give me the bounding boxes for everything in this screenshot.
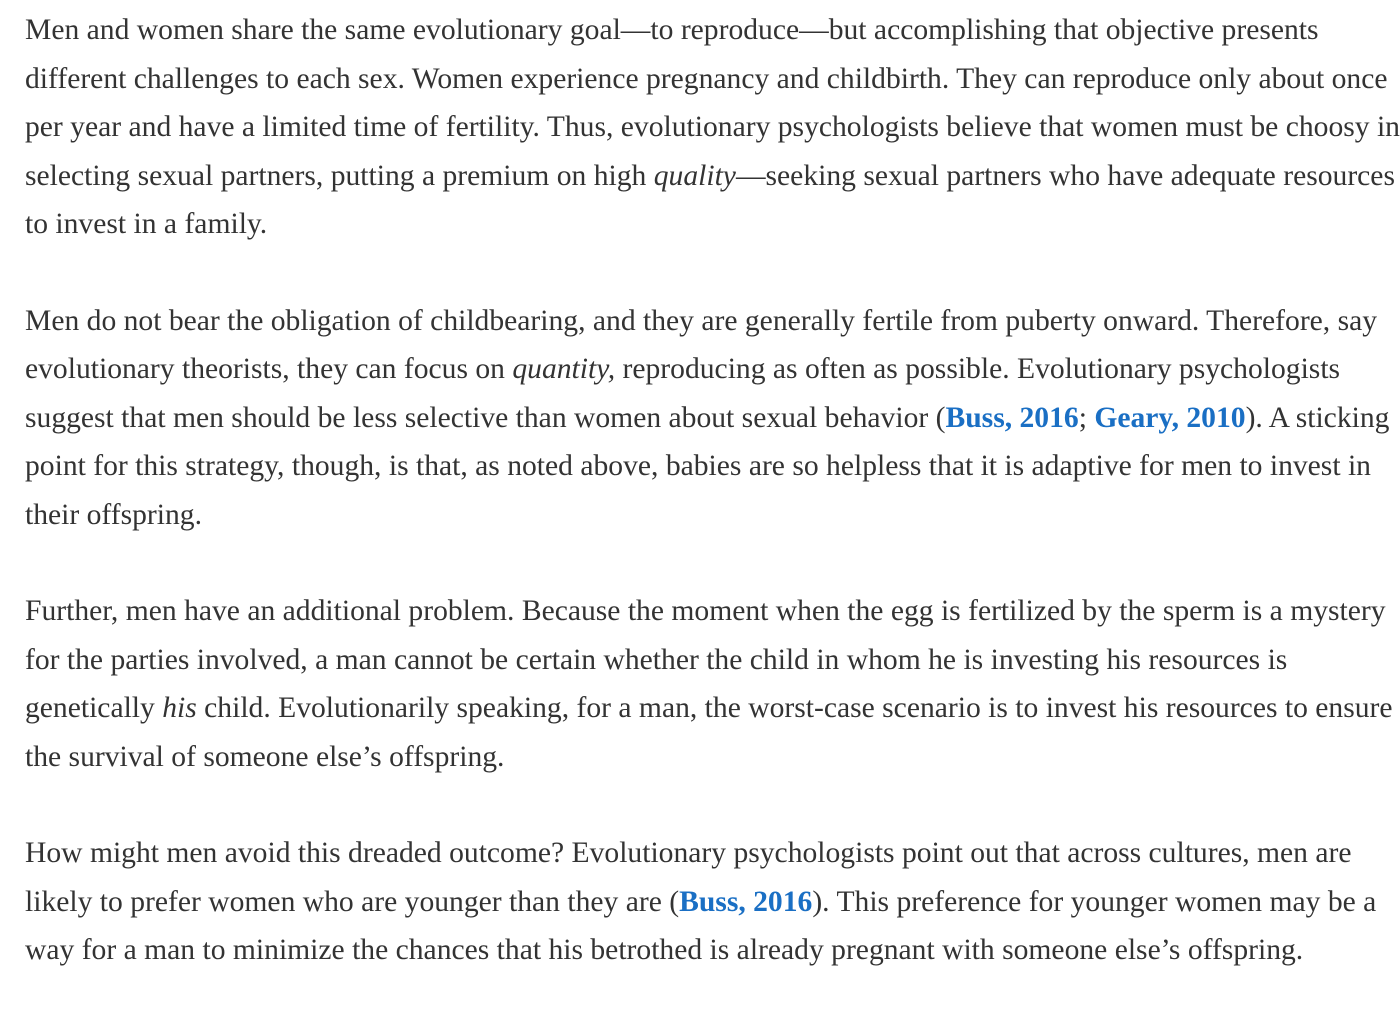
article-body xyxy=(25,6,1400,1023)
paragraph-text: —seeking sexual partners who have adequate resources to invest in a family. xyxy=(25,159,1395,240)
paragraph-1 xyxy=(25,6,1400,249)
emphasis-quantity: quantity, xyxy=(512,353,616,385)
paragraph-text: Further, men have an additional problem. Because the moment when the egg is fertilized by the sperm is a mystery for the parties involved, a man cannot be certain whether the child in whom he is investing his resources is genetically xyxy=(25,595,1386,724)
paragraph-text: How might men avoid this dreaded outcome? Evolutionary psychologists point out that across cultures, men are likely to prefer women who are younger than they are ( xyxy=(25,837,1352,918)
paragraph-3 xyxy=(25,587,1400,781)
emphasis-quality: quality xyxy=(653,159,736,192)
paragraph-text: ). This preference for younger women may be a way for a man to minimize the chances that his betrothed is already pregnant with someone else’s offspring. xyxy=(25,885,1377,966)
citation-geary-2010-link[interactable]: Geary, 2010 xyxy=(1094,401,1246,434)
paragraph-2 xyxy=(25,297,1400,540)
paragraph-text: reproducing as often as possible. Evolutionary psychologists suggest that men should be less selective than women about sexual behavior ( xyxy=(25,353,1341,434)
citation-buss-2016-link[interactable]: Buss, 2016 xyxy=(679,885,813,918)
paragraph-text: child. Evolutionarily speaking, for a man, the worst-case scenario is to invest his resources to ensure the survival of someone else’s offspring. xyxy=(25,692,1393,773)
paragraph-text: ). A sticking point for this strategy, though, is that, as noted above, babies are so helpless that it is adaptive for men to invest in their offspring. xyxy=(25,401,1390,531)
citation-buss-2016-link[interactable]: Buss, 2016 xyxy=(945,401,1079,434)
emphasis-his: his xyxy=(162,692,197,724)
paragraph-text: ; xyxy=(1078,401,1095,434)
paragraph-text: Men do not bear the obligation of childbearing, and they are generally fertile from puberty onward. Therefore, say evolutionary theorists, they can focus on xyxy=(25,304,1378,385)
paragraph-4 xyxy=(25,829,1400,975)
paragraph-text: Men and women share the same evolutionary goal—to reproduce—but accomplishing that objective presents different challenges to each sex. Women experience pregnancy and childbirth. They can reproduce only about once per year and have a limited time of fertility. Thus, evolutionary psychologists believe that women must be choosy in selecting sexual partners, putting a premium on high xyxy=(25,14,1400,192)
